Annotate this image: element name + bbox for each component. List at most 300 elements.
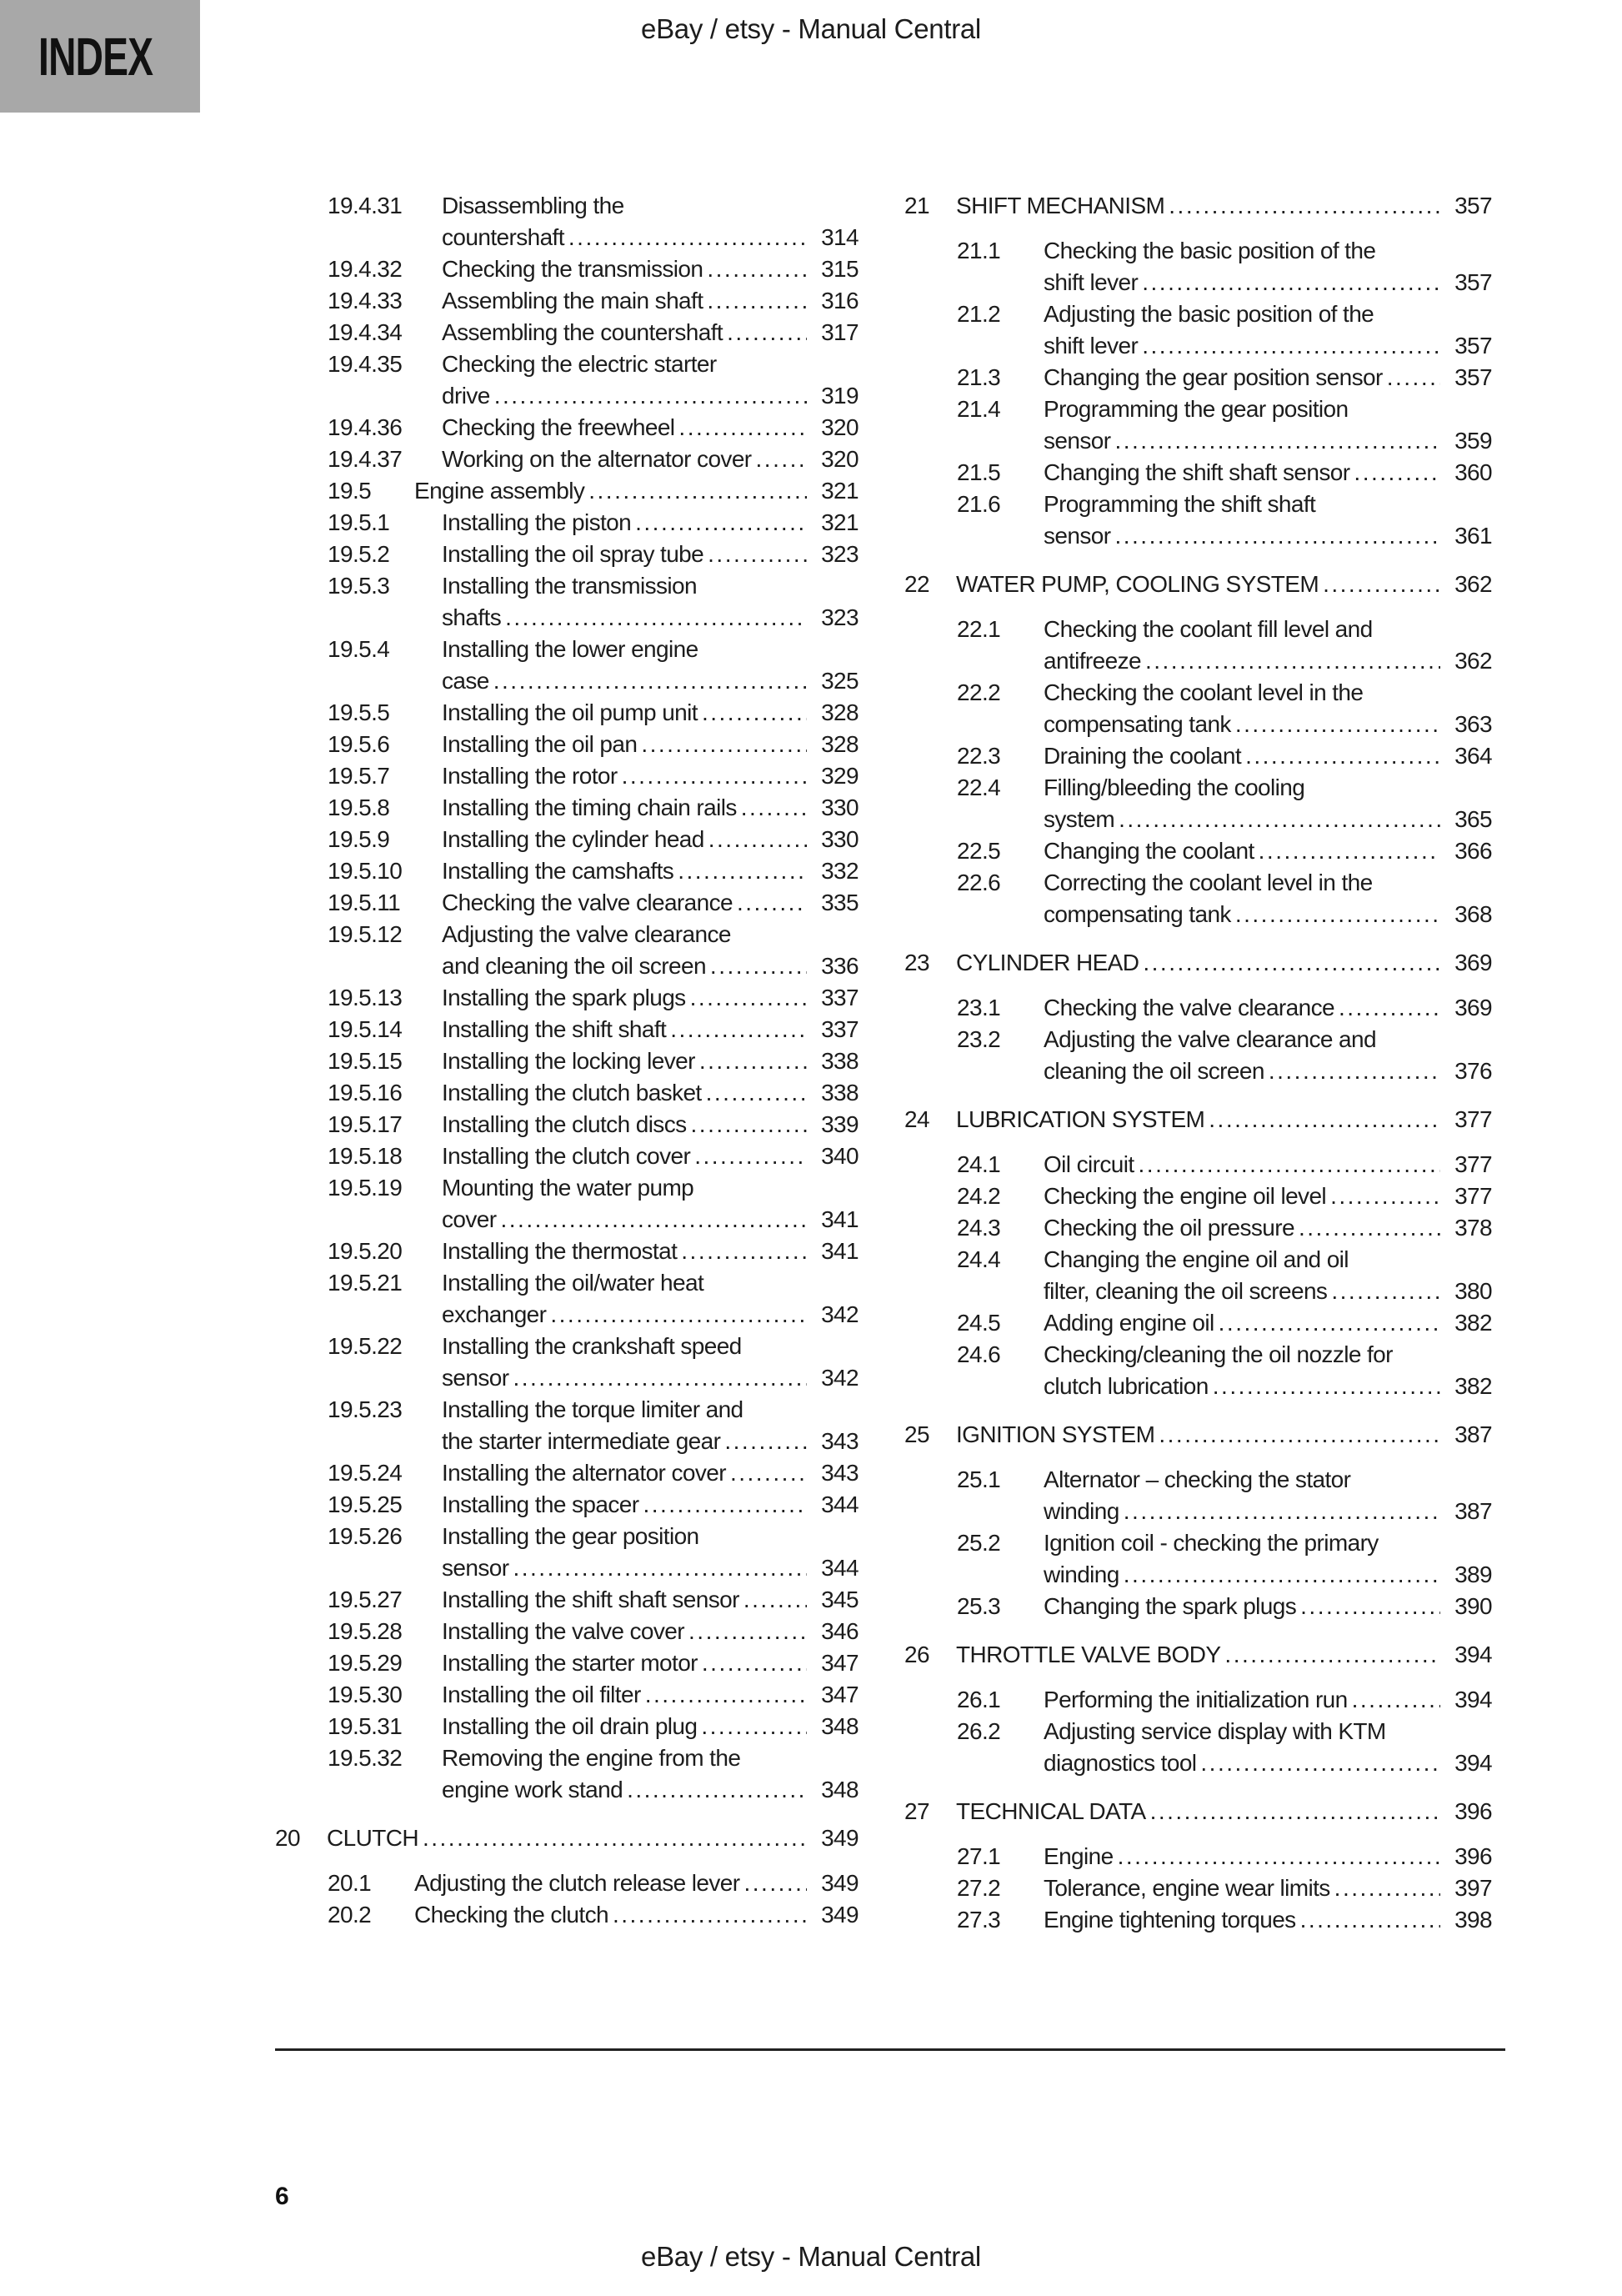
- toc-page-number: 396: [1454, 1843, 1492, 1869]
- toc-entry-number: 19.5.3: [328, 573, 390, 599]
- toc-entry-line: [328, 507, 859, 539]
- toc-page-number: 320: [821, 414, 859, 440]
- toc-page-number: 357: [1454, 269, 1492, 295]
- toc-dotted-leader: [1209, 1104, 1440, 1135]
- toc-page-number: 394: [1454, 1687, 1492, 1712]
- toc-entry-title: Checking the coolant fill level and: [1044, 616, 1373, 642]
- toc-entry-number: 21.4: [957, 396, 1001, 422]
- toc-entry-line: [957, 1684, 1492, 1716]
- toc-page-number: 396: [1454, 1798, 1492, 1824]
- toc-entry-number: 19.5.9: [328, 826, 390, 852]
- toc-entry: [275, 1867, 859, 1899]
- toc-entry-title: case: [442, 668, 489, 694]
- toc-entry: [275, 1822, 859, 1854]
- toc-entry-line: [328, 1331, 859, 1362]
- toc-dotted-leader: [707, 253, 807, 285]
- toc-entry-line: [957, 1841, 1492, 1872]
- toc-entry-line: [957, 362, 1492, 394]
- toc-entry-number: 19.5.22: [328, 1333, 403, 1359]
- toc-entry-number: 19.4.35: [328, 351, 403, 377]
- toc-entry-number: 20.2: [328, 1902, 372, 1928]
- toc-entry: [904, 1419, 1492, 1451]
- toc-entry-number: 26.1: [957, 1687, 1001, 1712]
- toc-dotted-leader: [1334, 1872, 1440, 1904]
- toc-entry-line: [957, 489, 1492, 520]
- toc-entry-number: 21.5: [957, 459, 1001, 485]
- toc-entry-line: [328, 1711, 859, 1742]
- toc-entry-line: [957, 740, 1492, 772]
- toc-dotted-leader: [1159, 1419, 1440, 1451]
- toc-entry-line: [328, 982, 859, 1014]
- toc-entry-title: compensating tank: [1044, 711, 1231, 737]
- toc-entry: [904, 1796, 1492, 1827]
- toc-entry-line: [904, 1639, 1492, 1671]
- toc-dotted-leader: [568, 222, 807, 253]
- toc-page-number: 316: [821, 288, 859, 313]
- toc-dotted-leader: [1235, 709, 1440, 740]
- toc-entry: [275, 1140, 859, 1172]
- toc-dotted-leader: [1145, 645, 1440, 677]
- toc-dotted-leader: [1224, 1639, 1440, 1671]
- toc-entry-number: 24.1: [957, 1151, 1001, 1177]
- toc-entry-line: [328, 1899, 859, 1931]
- toc-entry-line: [957, 1371, 1492, 1402]
- toc-dotted-leader: [1139, 1149, 1440, 1181]
- toc-entry-line: [328, 285, 859, 317]
- toc-dotted-leader: [690, 982, 807, 1014]
- toc-entry-title: drive: [442, 383, 490, 409]
- toc-entry: [904, 1716, 1492, 1779]
- toc-entry-title: antifreeze: [1044, 648, 1141, 674]
- toc-entry-line: [328, 570, 859, 602]
- toc-dotted-leader: [743, 1584, 807, 1616]
- toc-page-number: 337: [821, 1016, 859, 1042]
- toc-entry-title: Installing the crankshaft speed: [442, 1333, 742, 1359]
- toc-entry-number: 19.5.6: [328, 731, 390, 757]
- toc-page-number: 359: [1454, 428, 1492, 454]
- toc-entry: [904, 1872, 1492, 1904]
- toc-page-number: 377: [1454, 1106, 1492, 1132]
- toc-entry-title: Programming the gear position: [1044, 396, 1349, 422]
- toc-entry-title: filter, cleaning the oil screens: [1044, 1278, 1328, 1304]
- toc-entry: [904, 1244, 1492, 1307]
- toc-entry-number: 25.1: [957, 1466, 1001, 1492]
- toc-entry: [275, 1267, 859, 1331]
- toc-entry-title: sensor: [442, 1365, 509, 1391]
- toc-entry-line: [328, 539, 859, 570]
- toc-page-number: 343: [821, 1428, 859, 1454]
- toc-entry-title: Installing the clutch discs: [442, 1111, 687, 1137]
- toc-entry-number: 19.5.17: [328, 1111, 403, 1137]
- toc-dotted-leader: [707, 285, 807, 317]
- toc-page-number: 382: [1454, 1373, 1492, 1399]
- toc-entry-title: Checking the oil pressure: [1044, 1215, 1294, 1241]
- toc-entry-title: SHIFT MECHANISM: [956, 193, 1165, 218]
- toc-entry-number: 19.5.14: [328, 1016, 403, 1042]
- toc-entry-title: Installing the camshafts: [442, 858, 674, 884]
- toc-entry-number: 19.5.24: [328, 1460, 403, 1486]
- toc-entry: [904, 867, 1492, 930]
- toc-page-number: 349: [821, 1870, 859, 1896]
- toc-entry-line: [328, 824, 859, 855]
- toc-dotted-leader: [1300, 1904, 1440, 1936]
- toc-page-number: 346: [821, 1618, 859, 1644]
- toc-entry-line: [957, 1212, 1492, 1244]
- toc-entry-number: 19.4.33: [328, 288, 403, 313]
- toc-entry: [904, 740, 1492, 772]
- toc-entry-title: cover: [442, 1206, 497, 1232]
- toc-entry-title: Installing the oil spray tube: [442, 541, 704, 567]
- toc-entry: [904, 1024, 1492, 1087]
- toc-dotted-leader: [1124, 1559, 1440, 1591]
- toc-entry-number: 19.5.16: [328, 1080, 403, 1105]
- toc-entry-title: shafts: [442, 604, 502, 630]
- toc-entry-title: CLUTCH: [327, 1825, 418, 1851]
- toc-entry-number: 27.1: [957, 1843, 1001, 1869]
- toc-entry-line: [328, 919, 859, 950]
- toc-entry-line: [957, 772, 1492, 804]
- toc-entry-number: 19.4.34: [328, 319, 403, 345]
- toc-entry-title: Installing the piston: [442, 509, 632, 535]
- toc-page-number: 357: [1454, 333, 1492, 358]
- toc-entry-line: [904, 1104, 1492, 1135]
- toc-entry-line: [328, 317, 859, 348]
- toc-entry-line: [328, 1014, 859, 1045]
- toc-entry-title: THROTTLE VALVE BODY: [956, 1642, 1221, 1667]
- toc-dotted-leader: [1352, 1684, 1440, 1716]
- toc-entry: [275, 317, 859, 348]
- toc-page-number: 348: [821, 1777, 859, 1802]
- toc-page-number: 342: [821, 1301, 859, 1327]
- toc-entry: [904, 394, 1492, 457]
- toc-entry-title: Alternator – checking the stator: [1044, 1466, 1351, 1492]
- toc-entry-title: Installing the thermostat: [442, 1238, 678, 1264]
- toc-dotted-leader: [494, 380, 807, 412]
- toc-dotted-leader: [1330, 1181, 1440, 1212]
- toc-entry-line: [328, 190, 859, 222]
- toc-entry-title: Installing the shift shaft sensor: [442, 1587, 739, 1612]
- toc-entry-title: Checking the valve clearance: [1044, 995, 1334, 1020]
- toc-entry-line: [957, 677, 1492, 709]
- toc-entry-line: [328, 1172, 859, 1204]
- toc-entry: [275, 507, 859, 539]
- toc-entry: [275, 1647, 859, 1679]
- toc-page-number: 340: [821, 1143, 859, 1169]
- toc-dotted-leader: [513, 1552, 807, 1584]
- toc-entry-line: [328, 760, 859, 792]
- toc-entry-title: Mounting the water pump: [442, 1175, 694, 1201]
- toc-page-number: 378: [1454, 1215, 1492, 1241]
- toc-entry-line: [328, 855, 859, 887]
- toc-entry-title: sensor: [1044, 523, 1111, 549]
- toc-dotted-leader: [724, 1426, 807, 1457]
- toc-entry-number: 22.3: [957, 743, 1001, 769]
- toc-entry-line: [957, 1024, 1492, 1055]
- page-number: 6: [275, 2183, 289, 2210]
- toc-entry: [904, 457, 1492, 489]
- toc-entry-number: 27.2: [957, 1875, 1001, 1901]
- toc-entry: [275, 1899, 859, 1931]
- toc-entry-title: Installing the cylinder head: [442, 826, 704, 852]
- toc-entry-number: 19.4.32: [328, 256, 403, 282]
- toc-entry: [275, 1045, 859, 1077]
- toc-entry-title: Changing the engine oil and oil: [1044, 1246, 1349, 1272]
- toc-dotted-leader: [730, 1457, 807, 1489]
- toc-dotted-leader: [741, 792, 807, 824]
- toc-entry-number: 27.3: [957, 1907, 1001, 1933]
- toc-dotted-leader: [1323, 569, 1440, 600]
- toc-entry: [904, 1464, 1492, 1527]
- toc-entry-title: Checking the clutch: [414, 1902, 608, 1928]
- toc-entry-line: [328, 1647, 859, 1679]
- toc-entry-title: TECHNICAL DATA: [956, 1798, 1146, 1824]
- toc-dotted-leader: [1119, 804, 1440, 835]
- toc-dotted-leader: [727, 317, 807, 348]
- toc-entry: [275, 1077, 859, 1109]
- toc-entry: [275, 1616, 859, 1647]
- toc-entry-number: 22.6: [957, 870, 1001, 895]
- toc-entry: [904, 1841, 1492, 1872]
- toc-entry-title: Adjusting the valve clearance: [442, 921, 731, 947]
- toc-dotted-leader: [550, 1299, 807, 1331]
- toc-entry: [275, 729, 859, 760]
- toc-page-number: 377: [1454, 1151, 1492, 1177]
- toc-entry-number: 19.5.25: [328, 1491, 403, 1517]
- toc-page-number: 329: [821, 763, 859, 789]
- toc-entry-title: Installing the clutch basket: [442, 1080, 702, 1105]
- toc-column-right: [904, 190, 1492, 1936]
- toc-entry: [275, 253, 859, 285]
- toc-entry-title: Adding engine oil: [1044, 1310, 1214, 1336]
- toc-entry: [275, 285, 859, 317]
- toc-dotted-leader: [708, 539, 807, 570]
- toc-entry-line: [957, 645, 1492, 677]
- toc-entry-line: [328, 1299, 859, 1331]
- toc-entry-line: [904, 1796, 1492, 1827]
- toc-entry-line: [328, 1679, 859, 1711]
- toc-entry-title: Checking the basic position of the: [1044, 238, 1376, 263]
- toc-entry-number: 26.2: [957, 1718, 1001, 1744]
- toc-entry-title: Programming the shift shaft: [1044, 491, 1316, 517]
- toc-page-number: 344: [821, 1555, 859, 1581]
- toc-entry-number: 19.4.36: [328, 414, 403, 440]
- toc-page-number: 357: [1454, 193, 1492, 218]
- toc-entry-line: [328, 1584, 859, 1616]
- toc-dotted-leader: [710, 950, 807, 982]
- toc-dotted-leader: [678, 855, 807, 887]
- toc-entry-number: 19.5.26: [328, 1523, 403, 1549]
- toc-entry-number: 19.5.7: [328, 763, 390, 789]
- toc-entry-line: [957, 1276, 1492, 1307]
- toc-entry: [275, 760, 859, 792]
- toc-page-number: 348: [821, 1713, 859, 1739]
- toc-entry-line: [957, 1307, 1492, 1339]
- toc-entry-line: [957, 1244, 1492, 1276]
- toc-entry-title: Installing the clutch cover: [442, 1143, 691, 1169]
- toc-entry-title: Installing the oil pan: [442, 731, 638, 757]
- toc-entry-title: WATER PUMP, COOLING SYSTEM: [956, 571, 1319, 597]
- toc-entry-title: Checking the valve clearance: [442, 890, 733, 915]
- toc-page-number: 357: [1454, 364, 1492, 390]
- toc-entry-title: exchanger: [442, 1301, 547, 1327]
- toc-entry-title: Oil circuit: [1044, 1151, 1134, 1177]
- toc-entry-number: 19.5.15: [328, 1048, 403, 1074]
- toc-entry-line: [328, 1426, 859, 1457]
- toc-page-number: 397: [1454, 1875, 1492, 1901]
- toc-entry-line: [957, 425, 1492, 457]
- toc-entry: [275, 887, 859, 919]
- toc-entry-line: [957, 1747, 1492, 1779]
- toc-page-number: 398: [1454, 1907, 1492, 1933]
- toc-entry: [275, 1742, 859, 1806]
- toc-entry-line: [328, 412, 859, 444]
- toc-entry: [275, 570, 859, 634]
- toc-dotted-leader: [1142, 330, 1440, 362]
- toc-dotted-leader: [1150, 1796, 1440, 1827]
- toc-entry-title: Installing the rotor: [442, 763, 618, 789]
- toc-entry: [904, 1104, 1492, 1135]
- toc-dotted-leader: [1259, 835, 1440, 867]
- toc-page-number: 366: [1454, 838, 1492, 864]
- toc-dotted-leader: [1200, 1747, 1440, 1779]
- toc-entry-title: Installing the gear position: [442, 1523, 699, 1549]
- toc-entry-number: 19.4.37: [328, 446, 403, 472]
- toc-page-number: 337: [821, 985, 859, 1010]
- toc-entry-number: 19.4.31: [328, 193, 403, 218]
- toc-dotted-leader: [1142, 267, 1440, 298]
- toc-entry-title: Installing the spacer: [442, 1491, 639, 1517]
- toc-entry-title: Tolerance, engine wear limits: [1044, 1875, 1330, 1901]
- toc-entry-number: 25: [904, 1421, 929, 1447]
- toc-dotted-leader: [744, 1867, 808, 1899]
- toc-dotted-leader: [756, 444, 807, 475]
- toc-entry-line: [904, 569, 1492, 600]
- toc-entry-title: Installing the timing chain rails: [442, 795, 737, 820]
- toc-entry: [904, 835, 1492, 867]
- toc-entry-number: 22.4: [957, 775, 1001, 800]
- toc-entry-line: [957, 867, 1492, 899]
- toc-entry-line: [957, 298, 1492, 330]
- toc-dotted-leader: [681, 1236, 807, 1267]
- toc-entry-line: [957, 1559, 1492, 1591]
- toc-dotted-leader: [701, 1711, 807, 1742]
- toc-entry-line: [328, 697, 859, 729]
- toc-entry-number: 21.6: [957, 491, 1001, 517]
- toc-page-number: 338: [821, 1080, 859, 1105]
- toc-entry-line: [328, 1077, 859, 1109]
- toc-page-number: 336: [821, 953, 859, 979]
- toc-entry-number: 25.3: [957, 1593, 1001, 1619]
- toc-page-number: 368: [1454, 901, 1492, 927]
- toc-entry: [904, 489, 1492, 552]
- toc-entry-number: 24.6: [957, 1341, 1001, 1367]
- toc-entry-title: Adjusting the basic position of the: [1044, 301, 1374, 327]
- toc-entry: [275, 855, 859, 887]
- toc-entry: [275, 1679, 859, 1711]
- toc-page-number: 341: [821, 1206, 859, 1232]
- toc-entry-number: 21.3: [957, 364, 1001, 390]
- toc-entry-title: Correcting the coolant level in the: [1044, 870, 1373, 895]
- toc-entry-line: [957, 1055, 1492, 1087]
- toc-dotted-leader: [1299, 1212, 1440, 1244]
- toc-entry-title: Working on the alternator cover: [442, 446, 752, 472]
- toc-entry-line: [328, 950, 859, 982]
- toc-page-number: 360: [1454, 459, 1492, 485]
- toc-entry-title: Installing the oil filter: [442, 1682, 641, 1707]
- toc-entry-line: [328, 348, 859, 380]
- toc-entry-number: 19.5.21: [328, 1270, 403, 1296]
- toc-entry-line: [957, 1872, 1492, 1904]
- toc-entry-title: Draining the coolant: [1044, 743, 1242, 769]
- toc-entry-line: [328, 380, 859, 412]
- toc-page-number: 343: [821, 1460, 859, 1486]
- toc-entry-number: 19.5.10: [328, 858, 403, 884]
- toc-page-number: 394: [1454, 1642, 1492, 1667]
- toc-entry-line: [328, 475, 859, 507]
- toc-page-number: 315: [821, 256, 859, 282]
- toc-entry: [275, 1014, 859, 1045]
- toc-dotted-leader: [641, 729, 807, 760]
- toc-page-number: 369: [1454, 950, 1492, 975]
- toc-entry: [904, 235, 1492, 298]
- toc-entry-line: [328, 665, 859, 697]
- toc-entry-line: [957, 1527, 1492, 1559]
- toc-entry-number: 19.5.4: [328, 636, 390, 662]
- toc-entry-line: [328, 1742, 859, 1774]
- toc-entry-line: [328, 1140, 859, 1172]
- toc-entry-title: Removing the engine from the: [442, 1745, 741, 1771]
- toc-entry-number: 23.1: [957, 995, 1001, 1020]
- toc-entry-line: [275, 1822, 859, 1854]
- toc-entry-line: [328, 887, 859, 919]
- toc-entry-line: [328, 1489, 859, 1521]
- toc-dotted-leader: [702, 1647, 807, 1679]
- toc-dotted-leader: [1219, 1307, 1440, 1339]
- toc-entry-title: Checking the transmission: [442, 256, 703, 282]
- toc-dotted-leader: [1118, 1841, 1440, 1872]
- toc-column-left: [275, 190, 859, 1931]
- toc-entry-number: 25.2: [957, 1530, 1001, 1556]
- toc-dotted-leader: [645, 1679, 807, 1711]
- toc-entry-number: 19.5.28: [328, 1618, 403, 1644]
- toc-entry: [904, 614, 1492, 677]
- toc-entry: [275, 539, 859, 570]
- toc-entry-number: 22.1: [957, 616, 1001, 642]
- toc-dotted-leader: [688, 1616, 807, 1647]
- toc-entry-title: Installing the lower engine: [442, 636, 698, 662]
- toc-entry-title: Ignition coil - checking the primary: [1044, 1530, 1379, 1556]
- toc-entry-number: 20.1: [328, 1870, 372, 1896]
- toc-entry: [275, 697, 859, 729]
- toc-entry-title: the starter intermediate gear: [442, 1428, 721, 1454]
- toc-page-number: 335: [821, 890, 859, 915]
- toc-entry-title: cleaning the oil screen: [1044, 1058, 1264, 1084]
- toc-entry-line: [328, 1394, 859, 1426]
- toc-page-number: 328: [821, 699, 859, 725]
- toc-entry-line: [328, 634, 859, 665]
- header-title: eBay / etsy - Manual Central: [641, 13, 981, 44]
- toc-entry-title: clutch lubrication: [1044, 1373, 1209, 1399]
- toc-entry: [904, 362, 1492, 394]
- toc-dotted-leader: [699, 1045, 807, 1077]
- toc-entry-title: Checking the engine oil level: [1044, 1183, 1327, 1209]
- toc-entry-title: Adjusting the valve clearance and: [1044, 1026, 1376, 1052]
- toc-entry-number: 19.5.20: [328, 1238, 403, 1264]
- toc-entry-line: [957, 992, 1492, 1024]
- toc-page-number: 377: [1454, 1183, 1492, 1209]
- toc-page-number: 365: [1454, 806, 1492, 832]
- toc-entry-number: 22.5: [957, 838, 1001, 864]
